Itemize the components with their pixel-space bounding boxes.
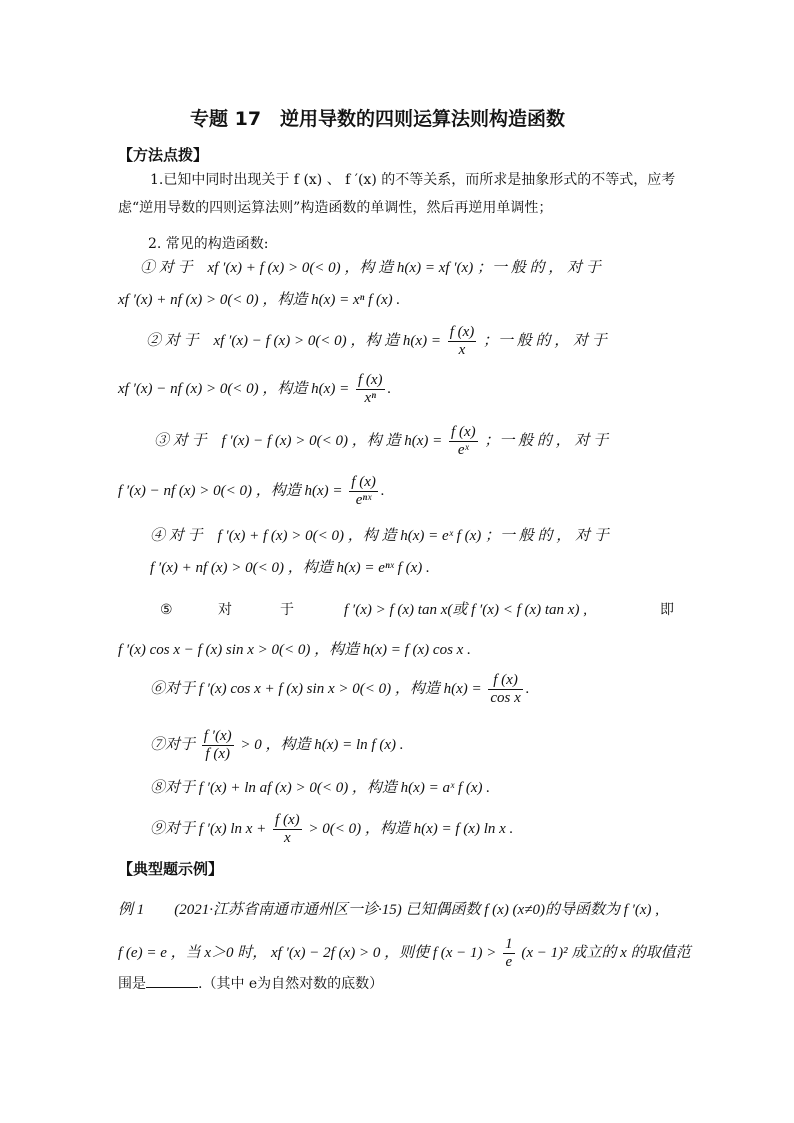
item-8-line: ⑧对于 f ′(x) + ln af (x) > 0(< 0) ，构造 h(x) = aˣ f (x) . — [150, 780, 491, 796]
fraction — [202, 728, 234, 763]
item-9-post: > 0(< 0) ，构造 h(x) = f (x) ln x . — [308, 820, 514, 837]
fraction-denominator: e — [505, 954, 513, 970]
item-5-line-b: f ′(x) cos x − f (x) sin x > 0(< 0) ，构造 h(x) = f (x) cos x . — [118, 642, 471, 658]
item-5-word-dui: 对 — [218, 602, 232, 618]
item-6-text: ⑥对于 f ′(x) cos x + f (x) sin x > 0(< 0) ，构造 h(x) = — [150, 680, 482, 697]
item-7-post: > 0 ，构造 h(x) = ln f (x) . — [240, 736, 404, 753]
fraction-denominator: eⁿˣ — [355, 492, 372, 508]
item-2-a-text: ② 对 于 xf ′(x) − f (x) > 0(< 0) ，构 造 h(x) = — [146, 332, 441, 349]
item-7-pre: ⑦对于 — [150, 736, 196, 753]
item-9-line — [150, 812, 513, 847]
item-2-b-text: xf ′(x) − nf (x) > 0(< 0) ，构造 h(x) = — [118, 380, 350, 397]
example-1-line-b — [118, 936, 691, 971]
fraction — [349, 474, 378, 509]
example-1-c-pre: 围是 — [118, 976, 146, 992]
fraction-numerator: f ′(x) — [203, 728, 232, 744]
fraction-numerator: f (x) — [351, 474, 376, 490]
fraction-denominator: xⁿ — [364, 390, 376, 406]
section-heading-examples: 【典型题示例】 — [118, 860, 224, 878]
fraction-denominator: eˣ — [457, 442, 469, 458]
fraction — [273, 812, 302, 847]
fraction-numerator: f (x) — [449, 324, 475, 340]
method-paragraph-1a: 1.已知中同时出现关于 f (x) 、 f ′(x) 的不等关系，而所求是抽象形式的不等式，应考 — [150, 172, 676, 188]
item-5-word-yu: 于 — [280, 602, 294, 618]
method-paragraph-2: 2. 常见的构造函数: — [148, 236, 269, 252]
item-2-a-tail: ；一 般 的 ， 对 于 — [483, 332, 607, 349]
fraction-numerator: f (x) — [357, 372, 383, 388]
item-6-line: ⑥对于 f ′(x) cos x + f (x) sin x > 0(< 0) ，构造 h(x) = $\frac{f (x)}{\text{cos x}}$ . — [150, 672, 530, 706]
example-1-line-c — [118, 974, 383, 994]
fraction — [356, 372, 385, 407]
fraction-numerator: 1 — [505, 936, 513, 952]
method-paragraph-1b: 虑“逆用导数的四则运算法则”构造函数的单调性，然后再逆用单调性； — [118, 200, 553, 216]
item-2-line-b: xf ′(x) − nf (x) > 0(< 0) ，构造 h(x) = $\frac{f (x)}{\text{xⁿ}}$ . — [118, 372, 392, 406]
fraction-numerator: f (x) — [275, 812, 300, 828]
example-1-b-post: (x − 1)² 成立的 x 的取值范 — [521, 944, 691, 961]
example-1-b-pre: f (e) = e ，当 x＞0 时， xf ′(x) − 2f (x) > 0 ，则使 f (x − 1) > — [118, 944, 497, 961]
fraction — [448, 324, 477, 359]
fraction-denominator: x — [284, 830, 291, 846]
answer-blank — [146, 987, 198, 988]
item-5-word-ji: 即 — [660, 602, 674, 618]
fraction-numerator: f (x) — [451, 424, 476, 440]
fraction — [503, 936, 515, 971]
item-1-line-b: xf ′(x) + nf (x) > 0(< 0) ，构造 h(x) = xⁿ f (x) . — [118, 292, 401, 308]
item-4-line-b: f ′(x) + nf (x) > 0(< 0) ，构造 h(x) = eⁿˣ f (x) . — [150, 560, 430, 576]
fraction-denominator: f (x) — [205, 746, 230, 762]
item-3-line-b: f ′(x) − nf (x) > 0(< 0) ，构造 h(x) = $\frac{f (x)}{\text{eⁿˣ}}$ . — [118, 474, 385, 508]
fraction-denominator: cos x — [490, 690, 521, 706]
fraction — [449, 424, 478, 459]
item-7-line — [150, 728, 404, 763]
item-9-pre: ⑨对于 f ′(x) ln x + — [150, 820, 267, 837]
item-1-line-a: ① 对 于 xf ′(x) + f (x) > 0(< 0) ，构 造 h(x) = xf ′(x) ；一 般 的 ， 对 于 — [140, 260, 601, 276]
page-title: 专题 17 逆用导数的四则运算法则构造函数 — [190, 108, 566, 130]
item-3-a-text: ③ 对 于 f ′(x) − f (x) > 0(< 0) ，构 造 h(x) = — [154, 432, 443, 449]
fraction — [488, 672, 522, 707]
fraction-denominator: x — [458, 342, 466, 358]
item-5-condition: f ′(x) > f (x) tan x(或 f ′(x) < f (x) tan x) , — [344, 602, 587, 618]
example-1-line-a: 例 1 (2021·江苏省南通市通州区一诊·15) 已知偶函数 f (x) (x≠0)的导函数为 f ′(x) , — [118, 902, 660, 918]
item-3-line-a — [154, 424, 608, 459]
section-heading-method: 【方法点拨】 — [118, 146, 209, 164]
fraction-numerator: f (x) — [488, 672, 522, 690]
example-1-c-post: .（其中 e为自然对数的底数） — [198, 976, 384, 992]
item-3-a-tail: ；一 般 的 ， 对 于 — [484, 432, 609, 449]
item-5-marker: ⑤ — [160, 602, 173, 618]
item-2-line-a — [146, 324, 607, 359]
item-3-b-text: f ′(x) − nf (x) > 0(< 0) ，构造 h(x) = — [118, 482, 343, 499]
item-4-line-a: ④ 对 于 f ′(x) + f (x) > 0(< 0) ，构 造 h(x) = eˣ f (x) ；一 般 的 ， 对 于 — [150, 528, 609, 544]
